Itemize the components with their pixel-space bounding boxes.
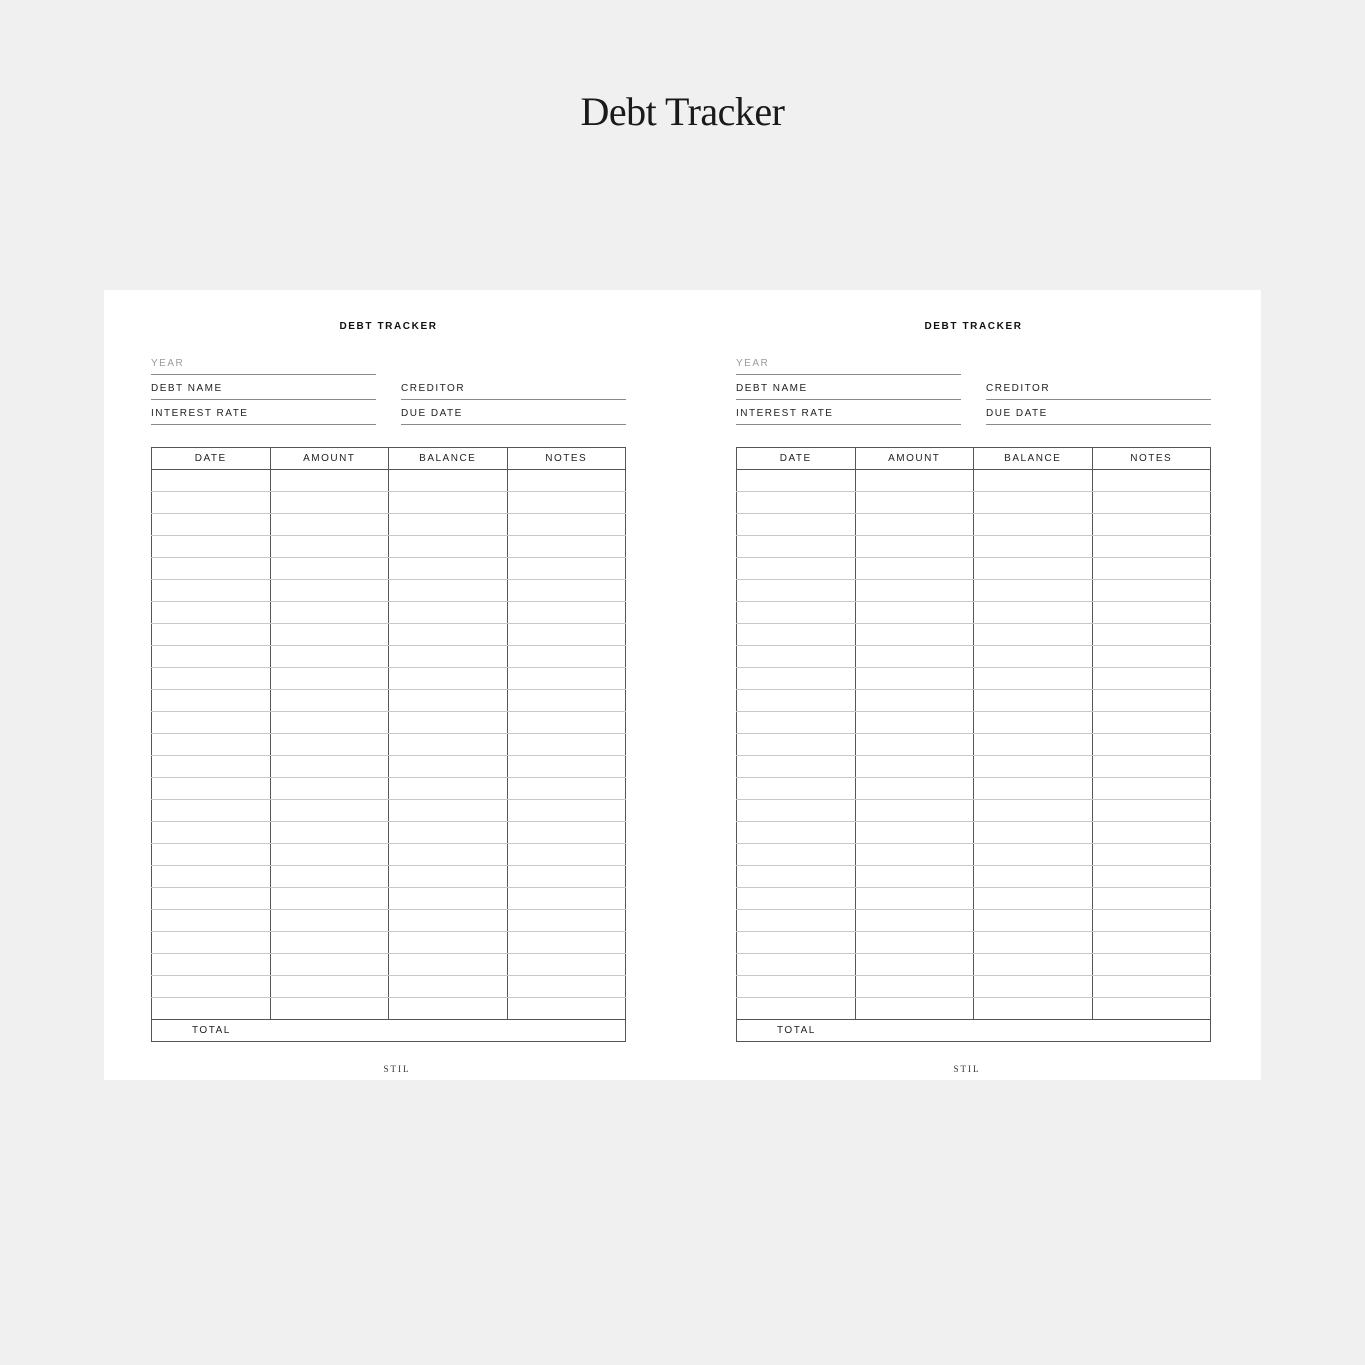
notes-cell[interactable] bbox=[1092, 932, 1211, 954]
date-cell[interactable] bbox=[152, 910, 271, 932]
amount-cell[interactable] bbox=[855, 470, 974, 492]
amount-cell[interactable] bbox=[855, 844, 974, 866]
date-cell[interactable] bbox=[152, 624, 271, 646]
table-row bbox=[737, 602, 1211, 624]
balance-cell[interactable] bbox=[389, 888, 508, 910]
balance-cell[interactable] bbox=[974, 690, 1093, 712]
balance-cell[interactable] bbox=[974, 976, 1093, 998]
amount-cell[interactable] bbox=[855, 558, 974, 580]
balance-cell[interactable] bbox=[389, 778, 508, 800]
amount-cell[interactable] bbox=[855, 932, 974, 954]
table-row bbox=[737, 954, 1211, 976]
notes-cell[interactable] bbox=[1092, 646, 1211, 668]
table-row bbox=[152, 976, 626, 998]
table-row bbox=[737, 822, 1211, 844]
table-row bbox=[152, 690, 626, 712]
date-cell[interactable] bbox=[737, 932, 856, 954]
date-cell[interactable] bbox=[152, 756, 271, 778]
total-label[interactable]: TOTAL bbox=[777, 1025, 816, 1036]
amount-cell[interactable] bbox=[855, 580, 974, 602]
table-row bbox=[152, 954, 626, 976]
date-cell[interactable] bbox=[737, 976, 856, 998]
notes-cell[interactable] bbox=[1092, 778, 1211, 800]
amount-cell[interactable] bbox=[855, 690, 974, 712]
table-row bbox=[152, 492, 626, 514]
amount-cell[interactable] bbox=[855, 866, 974, 888]
table-row bbox=[737, 910, 1211, 932]
amount-cell[interactable] bbox=[270, 954, 389, 976]
notes-cell[interactable] bbox=[507, 492, 626, 514]
date-cell[interactable] bbox=[737, 954, 856, 976]
notes-cell[interactable] bbox=[507, 470, 626, 492]
table-row bbox=[737, 888, 1211, 910]
table-row bbox=[737, 998, 1211, 1020]
date-cell[interactable] bbox=[152, 932, 271, 954]
balance-cell[interactable] bbox=[389, 624, 508, 646]
amount-cell[interactable] bbox=[855, 536, 974, 558]
amount-cell[interactable] bbox=[270, 756, 389, 778]
table-row bbox=[152, 712, 626, 734]
table-row bbox=[152, 778, 626, 800]
notes-cell[interactable] bbox=[1092, 734, 1211, 756]
date-cell[interactable] bbox=[737, 822, 856, 844]
amount-cell[interactable] bbox=[270, 932, 389, 954]
date-cell[interactable] bbox=[737, 998, 856, 1020]
notes-cell[interactable] bbox=[1092, 668, 1211, 690]
notes-cell[interactable] bbox=[1092, 470, 1211, 492]
amount-cell[interactable] bbox=[270, 558, 389, 580]
notes-cell[interactable] bbox=[507, 514, 626, 536]
total-row bbox=[152, 1020, 626, 1042]
date-cell[interactable] bbox=[152, 866, 271, 888]
left-page bbox=[151, 290, 626, 1080]
amount-cell[interactable] bbox=[855, 998, 974, 1020]
table-row bbox=[152, 580, 626, 602]
debt-log-table bbox=[736, 447, 1211, 1042]
amount-cell[interactable] bbox=[270, 602, 389, 624]
table-body bbox=[152, 470, 626, 1020]
balance-cell[interactable] bbox=[974, 602, 1093, 624]
balance-cell[interactable] bbox=[389, 800, 508, 822]
debt-name-field[interactable]: DEBT NAME bbox=[151, 379, 376, 400]
balance-cell[interactable] bbox=[389, 646, 508, 668]
date-cell[interactable] bbox=[152, 668, 271, 690]
table-row bbox=[737, 976, 1211, 998]
notes-cell[interactable] bbox=[1092, 756, 1211, 778]
notes-cell[interactable] bbox=[507, 668, 626, 690]
notes-cell[interactable] bbox=[1092, 954, 1211, 976]
date-cell[interactable] bbox=[737, 580, 856, 602]
date-cell[interactable] bbox=[737, 558, 856, 580]
table-row bbox=[152, 558, 626, 580]
table-row bbox=[737, 690, 1211, 712]
date-cell[interactable] bbox=[152, 602, 271, 624]
table-row bbox=[152, 734, 626, 756]
due-date-field[interactable]: DUE DATE bbox=[986, 404, 1211, 425]
table-row bbox=[152, 470, 626, 492]
date-cell[interactable] bbox=[737, 756, 856, 778]
notes-cell[interactable] bbox=[507, 580, 626, 602]
column-header-notes: NOTES bbox=[507, 448, 626, 470]
amount-cell[interactable] bbox=[270, 998, 389, 1020]
date-cell[interactable] bbox=[737, 866, 856, 888]
table-row bbox=[152, 998, 626, 1020]
table-row bbox=[152, 536, 626, 558]
notes-cell[interactable] bbox=[1092, 976, 1211, 998]
notes-cell[interactable] bbox=[507, 778, 626, 800]
table-row bbox=[737, 844, 1211, 866]
notes-cell[interactable] bbox=[1092, 558, 1211, 580]
balance-cell[interactable] bbox=[974, 558, 1093, 580]
balance-cell[interactable] bbox=[389, 844, 508, 866]
amount-cell[interactable] bbox=[270, 910, 389, 932]
year-field[interactable]: YEAR bbox=[151, 354, 376, 375]
total-row bbox=[737, 1020, 1211, 1042]
notes-cell[interactable] bbox=[1092, 624, 1211, 646]
amount-cell[interactable] bbox=[270, 844, 389, 866]
table-row bbox=[737, 580, 1211, 602]
notes-cell[interactable] bbox=[507, 998, 626, 1020]
table-row bbox=[152, 866, 626, 888]
balance-cell[interactable] bbox=[974, 822, 1093, 844]
debt-name-field[interactable]: DEBT NAME bbox=[736, 379, 961, 400]
balance-cell[interactable] bbox=[974, 888, 1093, 910]
date-cell[interactable] bbox=[152, 800, 271, 822]
table-row bbox=[152, 756, 626, 778]
balance-cell[interactable] bbox=[974, 624, 1093, 646]
notes-cell[interactable] bbox=[507, 910, 626, 932]
notes-cell[interactable] bbox=[507, 646, 626, 668]
amount-cell[interactable] bbox=[855, 954, 974, 976]
amount-cell[interactable] bbox=[855, 646, 974, 668]
balance-cell[interactable] bbox=[389, 690, 508, 712]
date-cell[interactable] bbox=[152, 558, 271, 580]
notes-cell[interactable] bbox=[507, 690, 626, 712]
amount-cell[interactable] bbox=[270, 514, 389, 536]
notes-cell[interactable] bbox=[507, 756, 626, 778]
amount-cell[interactable] bbox=[270, 976, 389, 998]
amount-cell[interactable] bbox=[855, 734, 974, 756]
amount-cell[interactable] bbox=[270, 778, 389, 800]
table-row bbox=[737, 514, 1211, 536]
balance-cell[interactable] bbox=[389, 932, 508, 954]
balance-cell[interactable] bbox=[389, 580, 508, 602]
interest-rate-field[interactable]: INTEREST RATE bbox=[736, 404, 961, 425]
brand-logo: STIL bbox=[383, 1064, 411, 1074]
date-cell[interactable] bbox=[152, 734, 271, 756]
table-header-row bbox=[737, 448, 1211, 470]
balance-cell[interactable] bbox=[974, 668, 1093, 690]
amount-cell[interactable] bbox=[270, 668, 389, 690]
amount-cell[interactable] bbox=[270, 822, 389, 844]
table-row bbox=[737, 932, 1211, 954]
notes-cell[interactable] bbox=[507, 536, 626, 558]
notes-cell[interactable] bbox=[507, 734, 626, 756]
date-cell[interactable] bbox=[152, 822, 271, 844]
date-cell[interactable] bbox=[737, 624, 856, 646]
total-label[interactable]: TOTAL bbox=[192, 1025, 231, 1036]
balance-cell[interactable] bbox=[974, 580, 1093, 602]
notes-cell[interactable] bbox=[1092, 888, 1211, 910]
date-cell[interactable] bbox=[737, 470, 856, 492]
notes-cell[interactable] bbox=[507, 888, 626, 910]
balance-cell[interactable] bbox=[974, 536, 1093, 558]
balance-cell[interactable] bbox=[974, 954, 1093, 976]
notes-cell[interactable] bbox=[507, 844, 626, 866]
amount-cell[interactable] bbox=[270, 690, 389, 712]
date-cell[interactable] bbox=[152, 888, 271, 910]
date-cell[interactable] bbox=[152, 976, 271, 998]
table-row bbox=[152, 646, 626, 668]
main-title: Debt Tracker bbox=[580, 89, 785, 134]
table-row bbox=[737, 624, 1211, 646]
notes-cell[interactable] bbox=[507, 954, 626, 976]
balance-cell[interactable] bbox=[389, 492, 508, 514]
amount-cell[interactable] bbox=[855, 910, 974, 932]
column-header-notes: NOTES bbox=[1092, 448, 1211, 470]
table-row bbox=[737, 558, 1211, 580]
balance-cell[interactable] bbox=[974, 800, 1093, 822]
date-cell[interactable] bbox=[152, 646, 271, 668]
amount-cell[interactable] bbox=[855, 756, 974, 778]
table-row bbox=[152, 514, 626, 536]
planner-spread bbox=[104, 290, 1261, 1080]
balance-cell[interactable] bbox=[974, 470, 1093, 492]
table-row bbox=[737, 778, 1211, 800]
balance-cell[interactable] bbox=[389, 602, 508, 624]
amount-cell[interactable] bbox=[855, 822, 974, 844]
balance-cell[interactable] bbox=[974, 998, 1093, 1020]
amount-cell[interactable] bbox=[855, 778, 974, 800]
notes-cell[interactable] bbox=[507, 932, 626, 954]
notes-cell[interactable] bbox=[1092, 514, 1211, 536]
balance-cell[interactable] bbox=[974, 910, 1093, 932]
date-cell[interactable] bbox=[152, 492, 271, 514]
notes-cell[interactable] bbox=[1092, 602, 1211, 624]
balance-cell[interactable] bbox=[389, 668, 508, 690]
amount-cell[interactable] bbox=[270, 580, 389, 602]
notes-cell[interactable] bbox=[1092, 866, 1211, 888]
notes-cell[interactable] bbox=[1092, 910, 1211, 932]
amount-cell[interactable] bbox=[270, 866, 389, 888]
date-cell[interactable] bbox=[737, 778, 856, 800]
table-row bbox=[152, 822, 626, 844]
amount-cell[interactable] bbox=[270, 734, 389, 756]
notes-cell[interactable] bbox=[1092, 800, 1211, 822]
brand-logo: STIL bbox=[953, 1064, 981, 1074]
column-header-balance: BALANCE bbox=[389, 448, 508, 470]
notes-cell[interactable] bbox=[507, 800, 626, 822]
balance-cell[interactable] bbox=[389, 712, 508, 734]
date-cell[interactable] bbox=[737, 492, 856, 514]
date-cell[interactable] bbox=[152, 712, 271, 734]
date-cell[interactable] bbox=[152, 954, 271, 976]
balance-cell[interactable] bbox=[389, 734, 508, 756]
balance-cell[interactable] bbox=[389, 822, 508, 844]
table-row bbox=[737, 646, 1211, 668]
balance-cell[interactable] bbox=[389, 536, 508, 558]
notes-cell[interactable] bbox=[1092, 998, 1211, 1020]
table-row bbox=[737, 734, 1211, 756]
date-cell[interactable] bbox=[152, 778, 271, 800]
table-row bbox=[152, 624, 626, 646]
amount-cell[interactable] bbox=[270, 888, 389, 910]
right-page bbox=[736, 290, 1211, 1080]
notes-cell[interactable] bbox=[1092, 492, 1211, 514]
column-header-amount: AMOUNT bbox=[855, 448, 974, 470]
notes-cell[interactable] bbox=[507, 866, 626, 888]
table-row bbox=[152, 844, 626, 866]
balance-cell[interactable] bbox=[389, 910, 508, 932]
notes-cell[interactable] bbox=[507, 558, 626, 580]
balance-cell[interactable] bbox=[389, 470, 508, 492]
table-row bbox=[737, 712, 1211, 734]
balance-cell[interactable] bbox=[389, 976, 508, 998]
amount-cell[interactable] bbox=[855, 712, 974, 734]
amount-cell[interactable] bbox=[270, 470, 389, 492]
balance-cell[interactable] bbox=[974, 514, 1093, 536]
balance-cell[interactable] bbox=[974, 492, 1093, 514]
notes-cell[interactable] bbox=[507, 712, 626, 734]
amount-cell[interactable] bbox=[270, 624, 389, 646]
date-cell[interactable] bbox=[737, 668, 856, 690]
table-header-row bbox=[152, 448, 626, 470]
date-cell[interactable] bbox=[152, 844, 271, 866]
date-cell[interactable] bbox=[737, 712, 856, 734]
table-row bbox=[152, 888, 626, 910]
balance-cell[interactable] bbox=[389, 514, 508, 536]
notes-cell[interactable] bbox=[507, 624, 626, 646]
date-cell[interactable] bbox=[737, 910, 856, 932]
column-header-amount: AMOUNT bbox=[270, 448, 389, 470]
amount-cell[interactable] bbox=[855, 602, 974, 624]
amount-cell[interactable] bbox=[855, 624, 974, 646]
date-cell[interactable] bbox=[737, 602, 856, 624]
table-row bbox=[737, 668, 1211, 690]
balance-cell[interactable] bbox=[974, 866, 1093, 888]
column-header-date: DATE bbox=[152, 448, 271, 470]
table-row bbox=[737, 756, 1211, 778]
table-body bbox=[737, 470, 1211, 1020]
table-row bbox=[737, 800, 1211, 822]
date-cell[interactable] bbox=[737, 800, 856, 822]
amount-cell[interactable] bbox=[855, 800, 974, 822]
date-cell[interactable] bbox=[737, 514, 856, 536]
page-title: DEBT TRACKER bbox=[924, 321, 1023, 332]
date-cell[interactable] bbox=[737, 734, 856, 756]
due-date-field[interactable]: DUE DATE bbox=[401, 404, 626, 425]
table-row bbox=[152, 910, 626, 932]
page-title: DEBT TRACKER bbox=[339, 321, 438, 332]
table-row bbox=[737, 492, 1211, 514]
date-cell[interactable] bbox=[152, 514, 271, 536]
balance-cell[interactable] bbox=[389, 954, 508, 976]
amount-cell[interactable] bbox=[855, 492, 974, 514]
table-row bbox=[737, 536, 1211, 558]
date-cell[interactable] bbox=[152, 470, 271, 492]
amount-cell[interactable] bbox=[270, 800, 389, 822]
table-row bbox=[737, 866, 1211, 888]
interest-rate-field[interactable]: INTEREST RATE bbox=[151, 404, 376, 425]
date-cell[interactable] bbox=[737, 844, 856, 866]
notes-cell[interactable] bbox=[1092, 844, 1211, 866]
date-cell[interactable] bbox=[737, 888, 856, 910]
column-header-date: DATE bbox=[737, 448, 856, 470]
year-field[interactable]: YEAR bbox=[736, 354, 961, 375]
date-cell[interactable] bbox=[152, 580, 271, 602]
date-cell[interactable] bbox=[152, 998, 271, 1020]
balance-cell[interactable] bbox=[974, 778, 1093, 800]
amount-cell[interactable] bbox=[855, 888, 974, 910]
date-cell[interactable] bbox=[737, 690, 856, 712]
amount-cell[interactable] bbox=[855, 514, 974, 536]
amount-cell[interactable] bbox=[270, 536, 389, 558]
date-cell[interactable] bbox=[737, 646, 856, 668]
table-row bbox=[152, 932, 626, 954]
balance-cell[interactable] bbox=[974, 844, 1093, 866]
balance-cell[interactable] bbox=[389, 998, 508, 1020]
table-row bbox=[152, 668, 626, 690]
balance-cell[interactable] bbox=[389, 866, 508, 888]
amount-cell[interactable] bbox=[270, 646, 389, 668]
amount-cell[interactable] bbox=[855, 668, 974, 690]
balance-cell[interactable] bbox=[974, 646, 1093, 668]
table-row bbox=[152, 602, 626, 624]
notes-cell[interactable] bbox=[507, 602, 626, 624]
date-cell[interactable] bbox=[737, 536, 856, 558]
notes-cell[interactable] bbox=[1092, 580, 1211, 602]
amount-cell[interactable] bbox=[855, 976, 974, 998]
notes-cell[interactable] bbox=[1092, 822, 1211, 844]
notes-cell[interactable] bbox=[1092, 712, 1211, 734]
amount-cell[interactable] bbox=[270, 492, 389, 514]
creditor-field[interactable]: CREDITOR bbox=[986, 379, 1211, 400]
balance-cell[interactable] bbox=[974, 756, 1093, 778]
amount-cell[interactable] bbox=[270, 712, 389, 734]
debt-log-table bbox=[151, 447, 626, 1042]
balance-cell[interactable] bbox=[974, 932, 1093, 954]
notes-cell[interactable] bbox=[507, 822, 626, 844]
balance-cell[interactable] bbox=[974, 734, 1093, 756]
notes-cell[interactable] bbox=[1092, 690, 1211, 712]
balance-cell[interactable] bbox=[974, 712, 1093, 734]
balance-cell[interactable] bbox=[389, 756, 508, 778]
creditor-field[interactable]: CREDITOR bbox=[401, 379, 626, 400]
table-row bbox=[152, 800, 626, 822]
date-cell[interactable] bbox=[152, 690, 271, 712]
table-row bbox=[737, 470, 1211, 492]
balance-cell[interactable] bbox=[389, 558, 508, 580]
notes-cell[interactable] bbox=[507, 976, 626, 998]
date-cell[interactable] bbox=[152, 536, 271, 558]
notes-cell[interactable] bbox=[1092, 536, 1211, 558]
column-header-balance: BALANCE bbox=[974, 448, 1093, 470]
